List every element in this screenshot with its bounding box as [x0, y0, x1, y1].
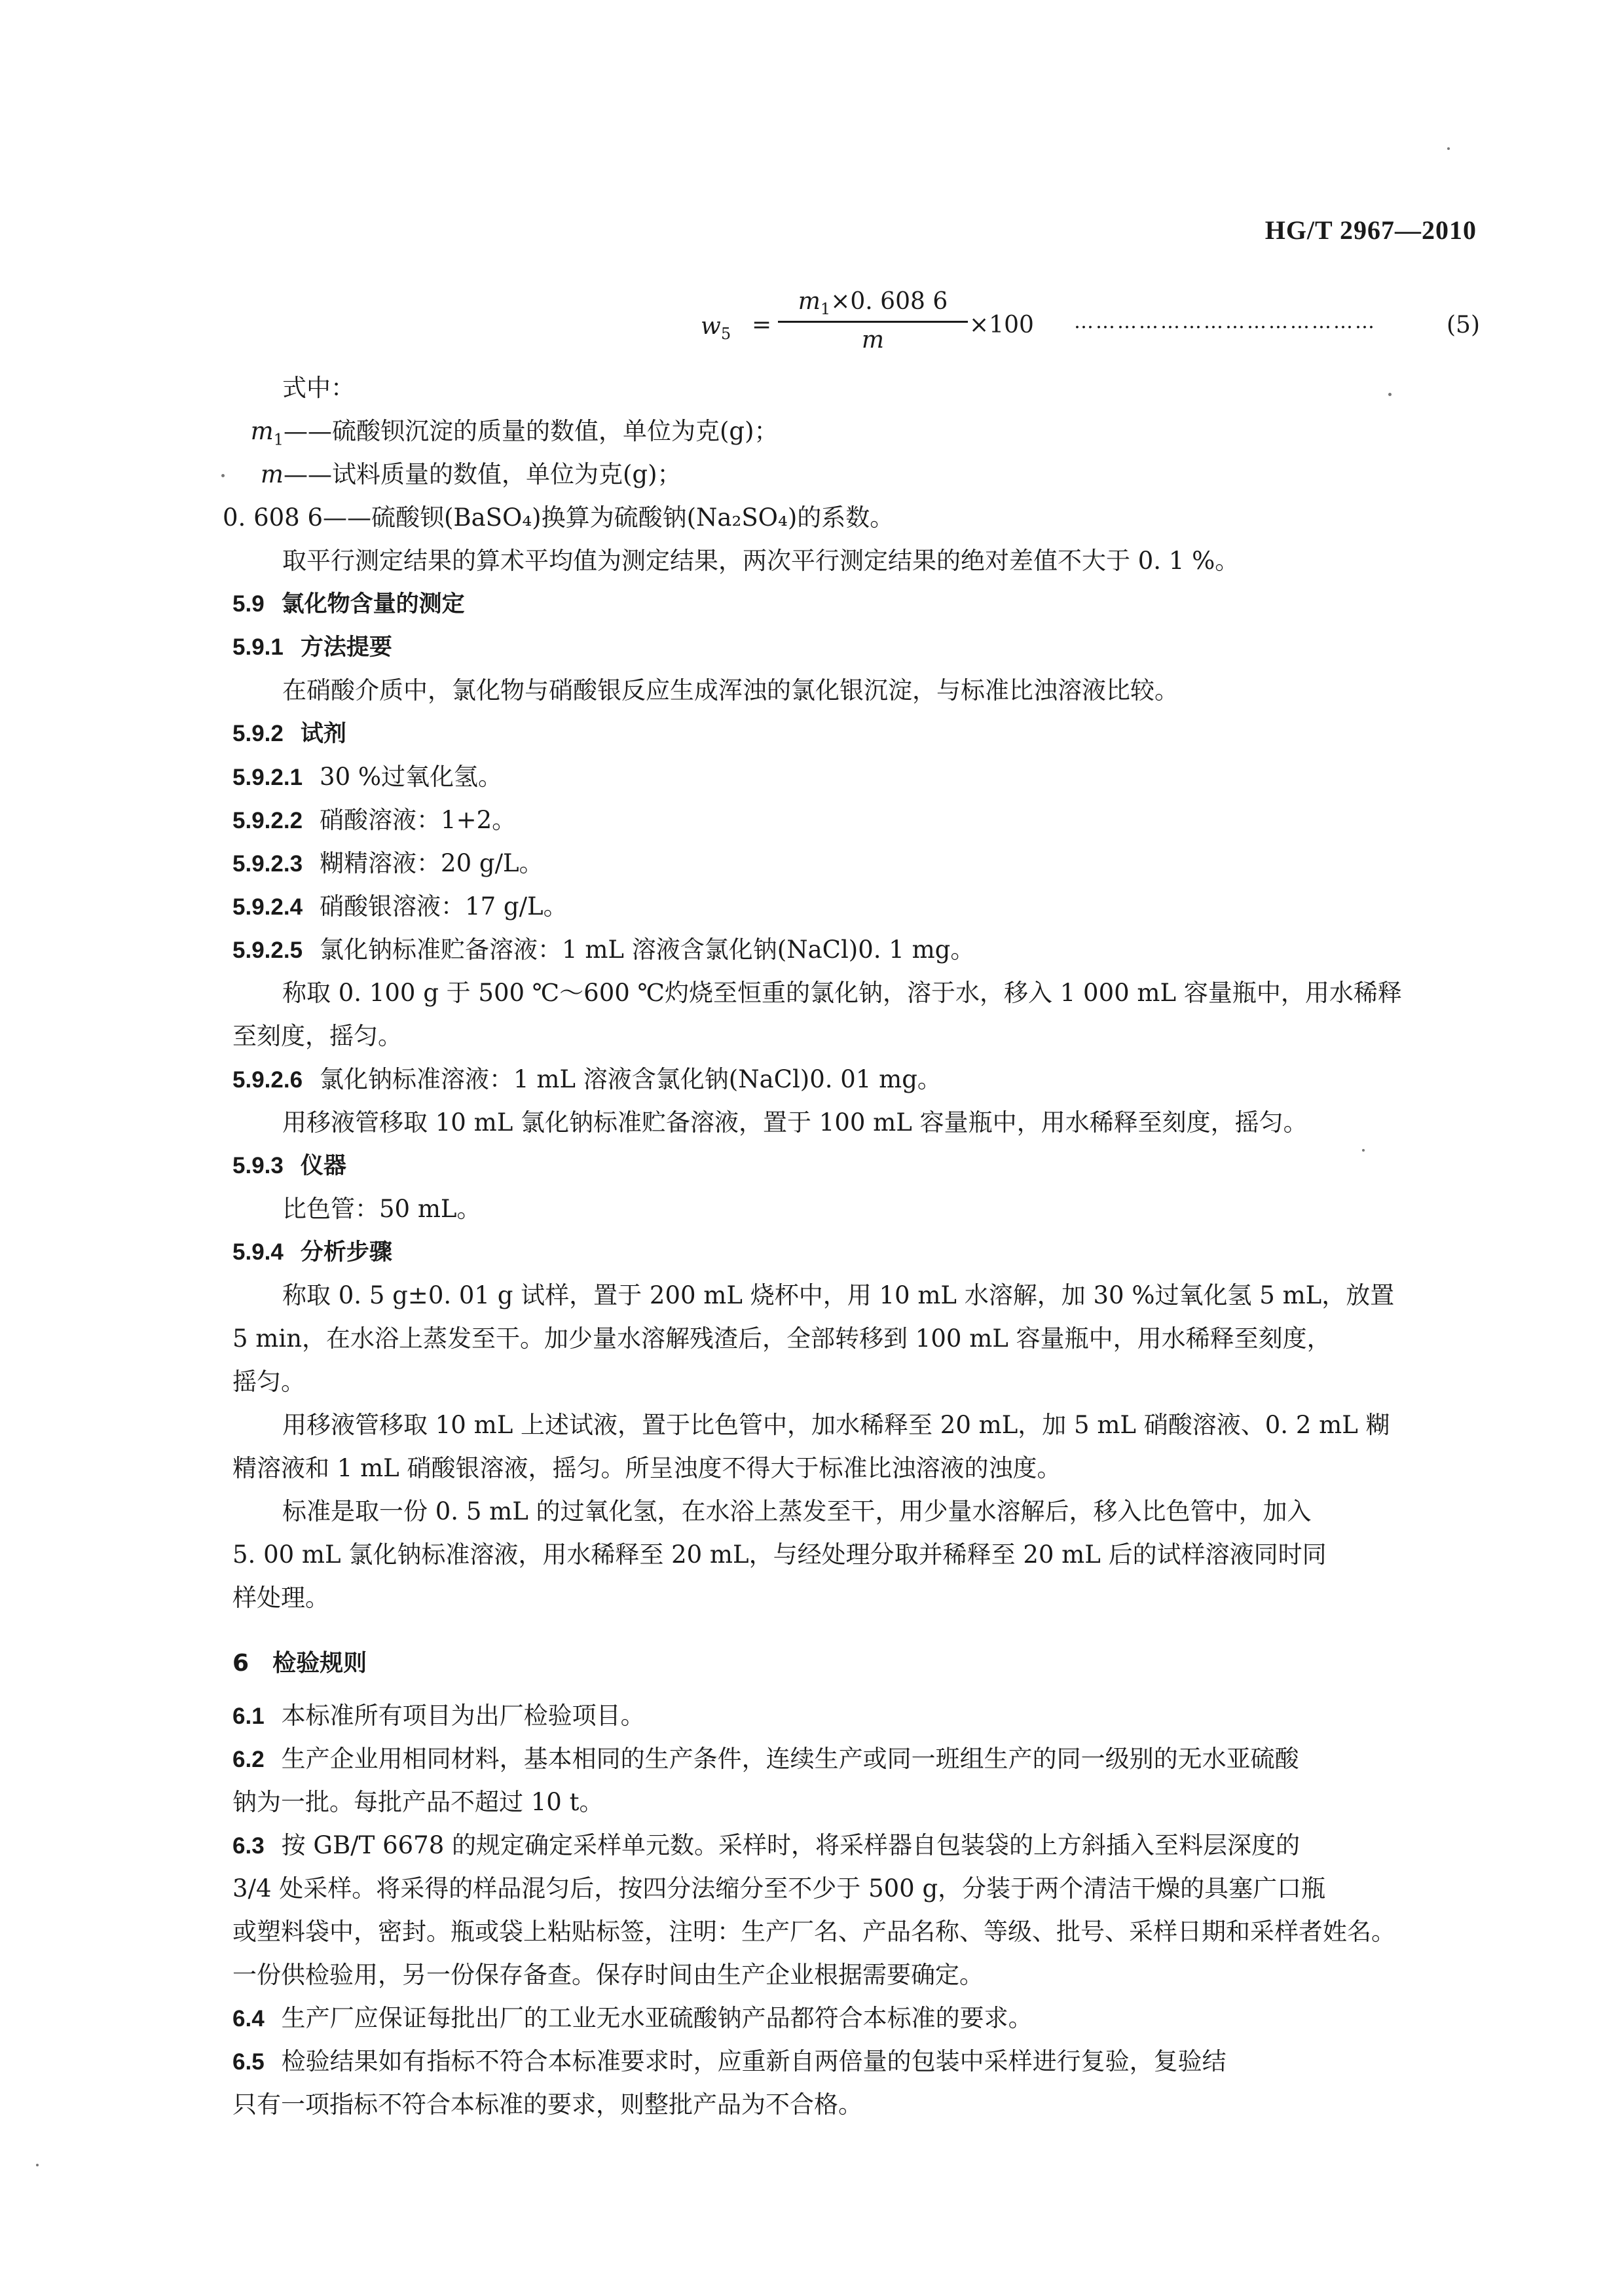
section-5-9-3-text: 比色管：50 mL。: [282, 1195, 481, 1223]
formula-denominator: m: [861, 327, 885, 354]
reagent-5-9-2-3: 5.9.2.3 糊精溶液：20 g/L。: [232, 849, 544, 877]
where-label: 式中：: [282, 374, 355, 402]
reagent-5-9-2-5: 5.9.2.5 氯化钠标准贮备溶液：1 mL 溶液含氯化钠(NaCl)0. 1 mg。: [232, 936, 975, 964]
coefficient-definition: 0. 608 6——硫酸钡(BaSO₄)换算为硫酸钠(Na₂SO₄)的系数。: [223, 503, 895, 532]
section-5-9-1-text: 在硝酸介质中，氯化物与硝酸银反应生成浑浊的氯化银沉淀，与标准比浊溶液比较。: [282, 676, 1179, 704]
reagent-5-9-2-4: 5.9.2.4 硝酸银溶液：17 g/L。: [232, 892, 568, 920]
rule-6-2-line2: 钠为一批。每批产品不超过 10 t。: [232, 1788, 604, 1816]
definition-m1: $m_1——$硫酸钡沉淀的质量的数值，单位为克(g)；: [232, 410, 1477, 453]
procedure-p1-line1: 称取 0. 5 g±0. 01 g 试样，置于 200 mL 烧杯中，用 10 mL 水溶解，加 30 %过氧化氢 5 mL，放置: [282, 1281, 1395, 1309]
section-5-9-3-heading: 5.9.3 仪器: [232, 1153, 346, 1179]
procedure-p3-line2: 5. 00 mL 氯化钠标准溶液，用水稀释至 20 mL，与经处理分取并稀释至 20 mL 后的试样溶液同时同: [232, 1540, 1327, 1569]
procedure-p1-line3: 摇匀。: [232, 1368, 305, 1396]
formula-multiplier: ×100: [969, 312, 1034, 338]
scan-speck: [1362, 1149, 1365, 1152]
rule-6-3-line1: 6.3 按 GB/T 6678 的规定确定采样单元数。采样时，将采样器自包装袋的上方斜插入至料层深度的: [232, 1831, 1300, 1859]
rule-6-5-line1: 6.5 检验结果如有指标不符合本标准要求时，应重新自两倍量的包装中采样进行复验，复验结: [232, 2047, 1227, 2075]
reagent-5-9-2-6-prep: 用移液管移取 10 mL 氯化钠标准贮备溶液，置于 100 mL 容量瓶中，用水稀释至刻度，摇匀。: [282, 1108, 1308, 1137]
rule-6-3-line2: 3/4 处采样。将采得的样品混匀后，按四分法缩分至不少于 500 g，分装于两个清洁干燥的具塞广口瓶: [232, 1874, 1326, 1903]
section-6-heading: 6 检验规则: [232, 1650, 367, 1677]
body-text: [223, 367, 1477, 2126]
reagent-5-9-2-2: 5.9.2.2 硝酸溶液：1+2。: [232, 806, 517, 834]
procedure-p2-line1: 用移液管移取 10 mL 上述试液，置于比色管中，加水稀释至 20 mL，加 5 mL 硝酸溶液、0. 2 mL 糊: [282, 1411, 1390, 1439]
symbol-m: m: [260, 460, 284, 488]
reagent-5-9-2-5-prep-line1: 称取 0. 100 g 于 500 ℃～600 ℃灼烧至恒重的氯化钠，溶于水，移入 1 000 mL 容量瓶中，用水稀释: [282, 979, 1402, 1007]
reagent-5-9-2-5-prep-line2: 至刻度，摇匀。: [232, 1022, 402, 1050]
formula-numerator: $m_1\times 0$. 608 6: [778, 288, 968, 323]
standard-code: HG/T 2967—2010: [1264, 215, 1477, 245]
procedure-p1-line2: 5 min，在水浴上蒸发至干。加少量水溶解残渣后，全部转移到 100 mL 容量瓶中，用水稀释至刻度，: [232, 1324, 1331, 1353]
rule-6-1: 6.1 本标准所有项目为出厂检验项目。: [232, 1702, 645, 1730]
procedure-p3-line1: 标准是取一份 0. 5 mL 的过氧化氢，在水浴上蒸发至干，用少量水溶解后，移入比色管中，加入: [282, 1497, 1312, 1525]
result-rule: 取平行测定结果的算术平均值为测定结果，两次平行测定结果的绝对差值不大于 0. 1 %。: [282, 547, 1240, 575]
scan-speck: [221, 474, 225, 477]
reagent-5-9-2-6: 5.9.2.6 氯化钠标准溶液：1 mL 溶液含氯化钠(NaCl)0. 01 mg。: [232, 1065, 942, 1093]
procedure-p3-line3: 样处理。: [232, 1584, 329, 1612]
formula-fraction: [778, 288, 968, 354]
reagent-5-9-2-1: 5.9.2.1 30 %过氧化氢。: [232, 763, 503, 791]
section-5-9-4-heading: 5.9.4 分析步骤: [232, 1239, 392, 1266]
symbol-m1: $m_1$: [250, 417, 284, 449]
rule-6-3-line3: 或塑料袋中，密封。瓶或袋上粘贴标签，注明：生产厂名、产品名称、等级、批号、采样日期和采样者姓名。: [232, 1918, 1395, 1946]
section-5-9-heading: 5.9 氯化物含量的测定: [232, 591, 465, 617]
definition-m: m——试料质量的数值，单位为克(g)；: [232, 453, 1477, 496]
rule-6-4: 6.4 生产厂应保证每批出厂的工业无水亚硫酸钠产品都符合本标准的要求。: [232, 2004, 1033, 2032]
formula-leader-dots: ……………………………………: [1074, 310, 1376, 333]
scan-speck: [1447, 147, 1450, 150]
section-5-9-1-heading: 5.9.1 方法提要: [232, 634, 392, 661]
formula-5: [701, 288, 1480, 360]
rule-6-5-line2: 只有一项指标不符合本标准的要求，则整批产品为不合格。: [232, 2090, 862, 2119]
procedure-p2-line2: 精溶液和 1 mL 硝酸银溶液，摇匀。所呈浊度不得大于标准比浊溶液的浊度。: [232, 1454, 1061, 1482]
formula-equals: =: [752, 312, 772, 338]
formula-lhs: $w_5$: [701, 313, 731, 344]
section-5-9-2-heading: 5.9.2 试剂: [232, 721, 346, 747]
scan-speck: [36, 2164, 39, 2166]
rule-6-2-line1: 6.2 生产企业用相同材料，基本相同的生产条件，连续生产或同一班组生产的同一级别的无水亚硫酸: [232, 1745, 1299, 1773]
equation-number: (5): [1447, 312, 1480, 338]
scan-speck: [1388, 393, 1392, 396]
rule-6-3-line4: 一份供检验用，另一份保存备查。保存时间由生产企业根据需要确定。: [232, 1961, 984, 1989]
